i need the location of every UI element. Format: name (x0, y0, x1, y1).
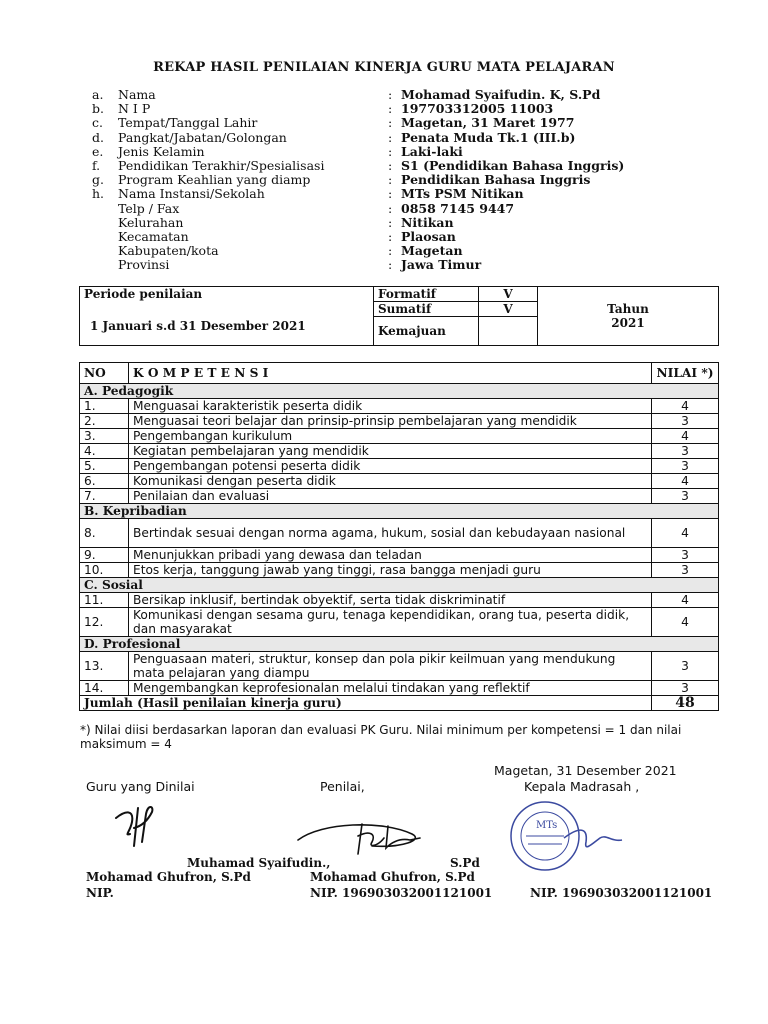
info-colon: : (388, 200, 393, 216)
total-value: 48 (652, 696, 719, 711)
stamp-text: MTs (536, 820, 558, 831)
row-competency: Pengembangan potensi peserta didik (129, 459, 652, 474)
info-key: b. (92, 101, 104, 117)
row-number: 13. (80, 652, 129, 681)
header-nilai: NILAI *) (652, 363, 719, 384)
row-score: 4 (652, 474, 719, 489)
kemajuan-label: Kemajuan (374, 317, 479, 346)
info-key: g. (92, 172, 104, 188)
info-value: Laki-laki (401, 143, 463, 159)
row-number: 11. (80, 593, 129, 608)
info-colon: : (388, 115, 393, 131)
table-row (80, 593, 719, 608)
row-competency: Pengembangan kurikulum (129, 429, 652, 444)
info-label: N I P (118, 101, 151, 117)
info-label: Provinsi (118, 257, 170, 273)
info-label: Pendidikan Terakhir/Spesialisasi (118, 157, 325, 173)
row-number: 10. (80, 563, 129, 578)
tahun-cell (538, 287, 719, 346)
row-competency: Bersikap inklusif, bertindak obyektif, serta tidak diskriminatif (129, 593, 652, 608)
row-competency: Komunikasi dengan sesama guru, tenaga kependidikan, orang tua, peserta didik, dan masyarakat (129, 608, 652, 637)
penilai-label: Penilai, (320, 779, 365, 794)
info-value: Pendidikan Bahasa Inggris (401, 172, 591, 188)
row-competency: Kegiatan pembelajaran yang mendidik (129, 444, 652, 459)
info-value: Plaosan (401, 228, 456, 244)
guru-label: Guru yang Dinilai (86, 779, 195, 794)
table-row (80, 474, 719, 489)
info-key: d. (92, 129, 104, 145)
info-key: c. (92, 115, 103, 131)
info-label: Nama (118, 87, 156, 102)
row-competency: Menguasai karakteristik peserta didik (129, 399, 652, 414)
row-score: 3 (652, 548, 719, 563)
info-row (92, 159, 692, 173)
info-colon: : (388, 143, 393, 159)
nip-mid: NIP. 196903032001121001 (310, 886, 493, 900)
place-date: Magetan, 31 Desember 2021 (494, 763, 677, 778)
row-score: 3 (652, 459, 719, 474)
penilai-signature-icon (292, 812, 432, 862)
info-colon: : (388, 214, 393, 230)
info-row (92, 244, 692, 258)
tahun-label: Tahun (607, 302, 649, 316)
section-row (80, 384, 719, 399)
nip-left: NIP. (86, 886, 114, 900)
penilai-name-left: Mohamad Ghufron, S.Pd (86, 870, 251, 884)
section-title: C. Sosial (80, 578, 719, 593)
sumatif-label: Sumatif (374, 302, 479, 317)
penilai-name-mid: Mohamad Ghufron, S.Pd (310, 870, 475, 884)
nip-right: NIP. 196903032001121001 (530, 886, 713, 900)
info-row (92, 102, 692, 116)
section-row (80, 578, 719, 593)
table-row (80, 681, 719, 696)
info-row (92, 173, 692, 187)
row-score: 4 (652, 519, 719, 548)
sumatif-mark: V (479, 302, 538, 317)
kepala-label: Kepala Madrasah , (524, 779, 640, 794)
info-colon: : (388, 243, 393, 259)
row-score: 4 (652, 399, 719, 414)
row-number: 7. (80, 489, 129, 504)
table-row (80, 489, 719, 504)
formatif-label: Formatif (374, 287, 479, 302)
row-number: 1. (80, 399, 129, 414)
table-row (80, 548, 719, 563)
table-row (80, 608, 719, 637)
footnote: *) Nilai diisi berdasarkan laporan dan evaluasi PK Guru. Nilai minimum per kompetensi = 1 dan nilai maksimum = 4 (80, 723, 682, 751)
document-title: REKAP HASIL PENILAIAN KINERJA GURU MATA PELAJARAN (153, 60, 615, 75)
row-number: 9. (80, 548, 129, 563)
info-row (92, 202, 692, 216)
section-title: D. Profesional (80, 637, 719, 652)
total-label: Jumlah (Hasil penilaian kinerja guru) (80, 696, 652, 711)
info-value: Magetan, 31 Maret 1977 (401, 115, 575, 131)
guru-degree: S.Pd (450, 856, 480, 870)
table-row (80, 399, 719, 414)
info-row (92, 187, 692, 201)
row-score: 3 (652, 563, 719, 578)
info-value: Jawa Timur (401, 257, 482, 273)
info-label: Nama Instansi/Sekolah (118, 186, 265, 202)
guru-name: Muhamad Syaifudin., (187, 856, 331, 870)
table-row (80, 414, 719, 429)
info-colon: : (388, 257, 393, 273)
tahun-value: 2021 (611, 316, 645, 330)
row-score: 3 (652, 489, 719, 504)
row-number: 6. (80, 474, 129, 489)
info-value: 0858 7145 9447 (401, 200, 515, 216)
row-competency: Komunikasi dengan peserta didik (129, 474, 652, 489)
info-value: Mohamad Syaifudin. K, S.Pd (401, 87, 601, 102)
info-colon: : (388, 228, 393, 244)
info-row (92, 145, 692, 159)
period-label: Periode penilaian (80, 287, 374, 302)
info-row (92, 216, 692, 230)
info-label: Telp / Fax (118, 200, 180, 216)
row-number: 12. (80, 608, 129, 637)
row-competency: Mengembangkan keprofesionalan melalui tindakan yang reflektif (129, 681, 652, 696)
guru-signature-icon (108, 796, 188, 856)
row-score: 3 (652, 652, 719, 681)
row-number: 5. (80, 459, 129, 474)
info-value: Penata Muda Tk.1 (III.b) (401, 129, 576, 145)
info-label: Kelurahan (118, 214, 184, 230)
info-colon: : (388, 186, 393, 202)
info-value: S1 (Pendidikan Bahasa Inggris) (401, 157, 625, 173)
header-no: NO (80, 363, 129, 384)
kemajuan-mark (479, 317, 538, 346)
info-row (92, 230, 692, 244)
section-row (80, 504, 719, 519)
info-key: h. (92, 186, 105, 202)
formatif-mark: V (479, 287, 538, 302)
row-score: 4 (652, 429, 719, 444)
row-competency: Bertindak sesuai dengan norma agama, hukum, sosial dan kebudayaan nasional (129, 519, 652, 548)
row-score: 4 (652, 593, 719, 608)
info-colon: : (388, 172, 393, 188)
info-key: e. (92, 143, 104, 159)
row-number: 3. (80, 429, 129, 444)
info-key: a. (92, 87, 104, 102)
period-range: 1 Januari s.d 31 Desember 2021 (80, 302, 374, 346)
period-table (79, 286, 719, 346)
info-colon: : (388, 87, 393, 102)
table-row (80, 444, 719, 459)
info-value: Magetan (401, 243, 463, 259)
info-row (92, 116, 692, 130)
info-label: Kecamatan (118, 228, 189, 244)
school-stamp-icon (500, 798, 640, 878)
row-score: 3 (652, 414, 719, 429)
info-colon: : (388, 101, 393, 117)
row-competency: Menunjukkan pribadi yang dewasa dan teladan (129, 548, 652, 563)
info-label: Program Keahlian yang diamp (118, 172, 311, 188)
table-row (80, 563, 719, 578)
total-row (80, 696, 719, 711)
section-title: B. Kepribadian (80, 504, 719, 519)
table-row (80, 519, 719, 548)
row-score: 3 (652, 681, 719, 696)
info-colon: : (388, 129, 393, 145)
row-number: 4. (80, 444, 129, 459)
info-value: MTs PSM Nitikan (401, 186, 524, 202)
info-label: Tempat/Tanggal Lahir (118, 115, 258, 131)
row-number: 2. (80, 414, 129, 429)
row-number: 14. (80, 681, 129, 696)
table-row (80, 652, 719, 681)
table-row (80, 429, 719, 444)
section-title: A. Pedagogik (80, 384, 719, 399)
info-value: Nitikan (401, 214, 454, 230)
info-row (92, 258, 692, 272)
info-row (92, 131, 692, 145)
row-competency: Menguasai teori belajar dan prinsip-prinsip pembelajaran yang mendidik (129, 414, 652, 429)
teacher-info (92, 88, 692, 272)
row-score: 4 (652, 608, 719, 637)
info-colon: : (388, 157, 393, 173)
info-row (92, 88, 692, 102)
row-score: 3 (652, 444, 719, 459)
competency-table (79, 362, 719, 711)
info-label: Kabupaten/kota (118, 243, 219, 259)
info-value: 197703312005 11003 (401, 101, 554, 117)
info-label: Pangkat/Jabatan/Golongan (118, 129, 287, 145)
header-kompetensi: K O M P E T E N S I (129, 363, 652, 384)
row-competency: Etos kerja, tanggung jawab yang tinggi, rasa bangga menjadi guru (129, 563, 652, 578)
row-competency: Penguasaan materi, struktur, konsep dan pola pikir keilmuan yang mendukung mata pelajaran yang diampu (129, 652, 652, 681)
row-competency: Penilaian dan evaluasi (129, 489, 652, 504)
section-row (80, 637, 719, 652)
table-row (80, 459, 719, 474)
info-label: Jenis Kelamin (118, 143, 205, 159)
row-number: 8. (80, 519, 129, 548)
info-key: f. (92, 157, 101, 173)
